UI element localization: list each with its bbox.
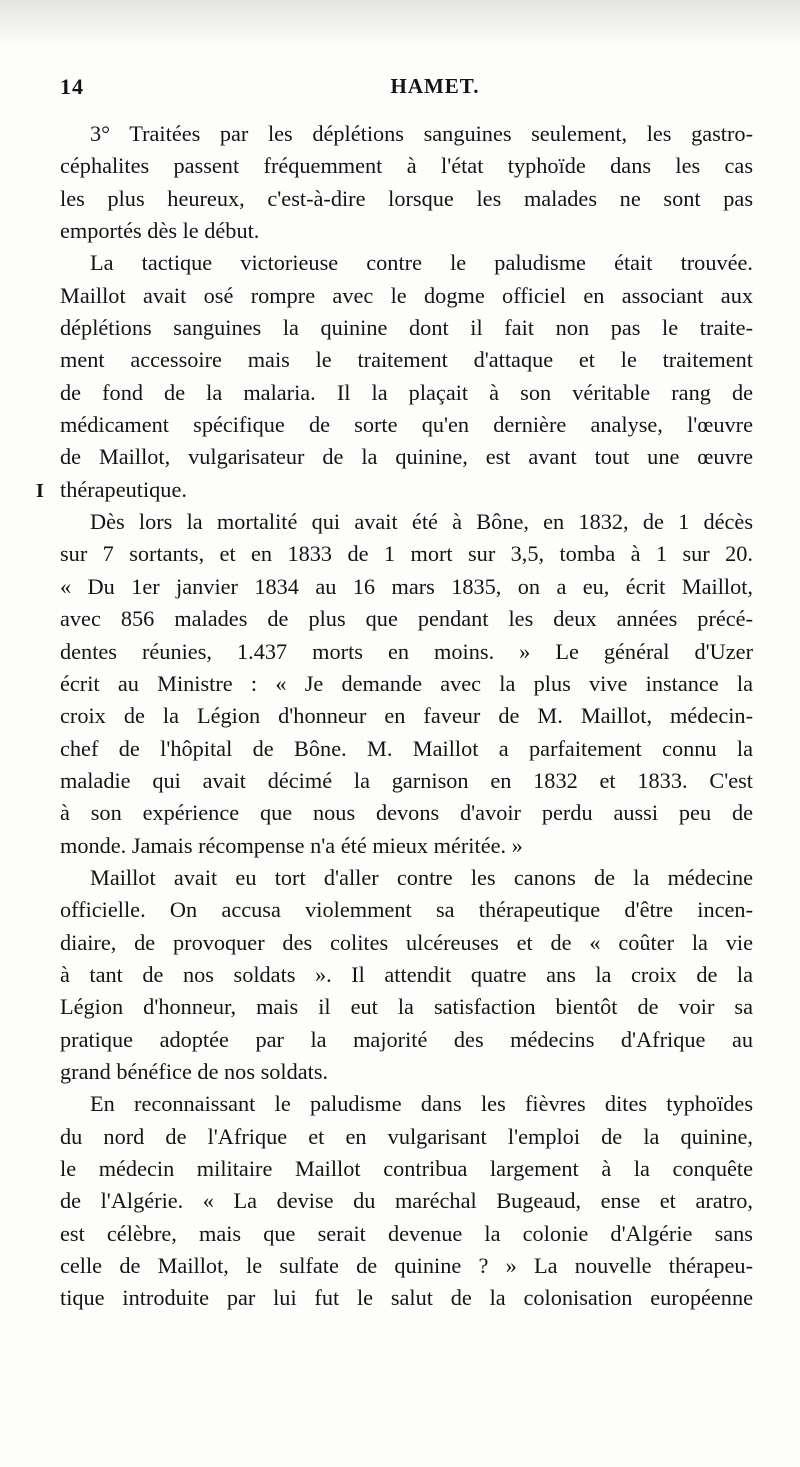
- text-line: à son expérience que nous devons d'avoir perdu aussi peu de: [60, 800, 753, 826]
- text-line: tique introduite par lui fut le salut de la colonisation européenne: [60, 1285, 753, 1311]
- text-line: diaire, de provoquer des colites ulcéreuses et de « coûter la vie: [60, 929, 753, 955]
- text-line: « Du 1er janvier 1834 au 16 mars 1835, on a eu, écrit Maillot,: [60, 573, 753, 599]
- text-line: de l'Algérie. « La devise du maréchal Bugeaud, ense et aratro,: [60, 1188, 753, 1214]
- running-head: [60, 74, 750, 104]
- text-line: les plus heureux, c'est-à-dire lorsque les malades ne sont pas: [60, 185, 753, 211]
- text-line: le médecin militaire Maillot contribua largement à la conquête: [60, 1156, 753, 1181]
- text-line: Légion d'honneur, mais il eut la satisfaction bientôt de voir sa: [60, 994, 753, 1020]
- text-line: 3° Traitées par les déplétions sanguines seulement, les gastro-: [90, 121, 753, 146]
- text-line: de Maillot, vulgarisateur de la quinine, est avant tout une œuvre: [60, 444, 753, 470]
- text-line: écrit au Ministre : « Je demande avec la plus vive instance la: [60, 670, 753, 696]
- text-line: est célèbre, mais que serait devenue la colonie d'Algérie sans: [60, 1220, 753, 1246]
- text-line: emportés dès le début.: [60, 218, 260, 244]
- text-line: La tactique victorieuse contre le paludisme était trouvée.: [90, 250, 753, 276]
- text-line: celle de Maillot, le sulfate de quinine ? » La nouvelle thérapeu-: [60, 1253, 753, 1279]
- text-line: thérapeutique.: [60, 476, 187, 502]
- text-line: dentes réunies, 1.437 morts en moins. » Le général d'Uzer: [60, 638, 753, 664]
- margin-mark: I: [36, 480, 44, 502]
- scan-edge-shadow: [0, 0, 800, 48]
- body-text: [60, 118, 753, 1315]
- text-line: officielle. On accusa violemment sa thérapeutique d'être incen-: [60, 897, 753, 923]
- text-line: maladie qui avait décimé la garnison en 1832 et 1833. C'est: [60, 767, 753, 793]
- text-line: ment accessoire mais le traitement d'attaque et le traitement: [60, 347, 753, 373]
- text-line: Maillot avait osé rompre avec le dogme officiel en associant aux: [60, 282, 753, 308]
- text-line: chef de l'hôpital de Bône. M. Maillot a parfaitement connu la: [60, 735, 753, 761]
- text-line: du nord de l'Afrique et en vulgarisant l'emploi de la quinine,: [60, 1123, 753, 1149]
- text-line: En reconnaissant le paludisme dans les fièvres dites typhoïdes: [90, 1091, 753, 1117]
- text-line: médicament spécifique de sorte qu'en dernière analyse, l'œuvre: [60, 412, 753, 438]
- running-head-title: HAMET.: [390, 74, 480, 98]
- text-line: de fond de la malaria. Il la plaçait à son véritable rang de: [60, 379, 753, 405]
- text-line: déplétions sanguines la quinine dont il fait non pas le traite-: [60, 315, 753, 341]
- text-line: grand bénéfice de nos soldats.: [60, 1058, 329, 1084]
- text-line: Dès lors la mortalité qui avait été à Bône, en 1832, de 1 décès: [90, 509, 753, 535]
- text-line: sur 7 sortants, et en 1833 de 1 mort sur 3,5, tomba à 1 sur 20.: [60, 541, 753, 567]
- text-line: Maillot avait eu tort d'aller contre les canons de la médecine: [90, 864, 753, 890]
- page-number: 14: [60, 74, 84, 99]
- text-line: monde. Jamais récompense n'a été mieux méritée. »: [60, 832, 523, 858]
- text-line: avec 856 malades de plus que pendant les deux années précé-: [60, 606, 753, 632]
- text-line: à tant de nos soldats ». Il attendit quatre ans la croix de la: [60, 961, 753, 987]
- text-line: céphalites passent fréquemment à l'état typhoïde dans les cas: [60, 153, 753, 179]
- text-line: pratique adoptée par la majorité des médecins d'Afrique au: [60, 1026, 753, 1052]
- text-line: croix de la Légion d'honneur en faveur de M. Maillot, médecin-: [60, 703, 753, 729]
